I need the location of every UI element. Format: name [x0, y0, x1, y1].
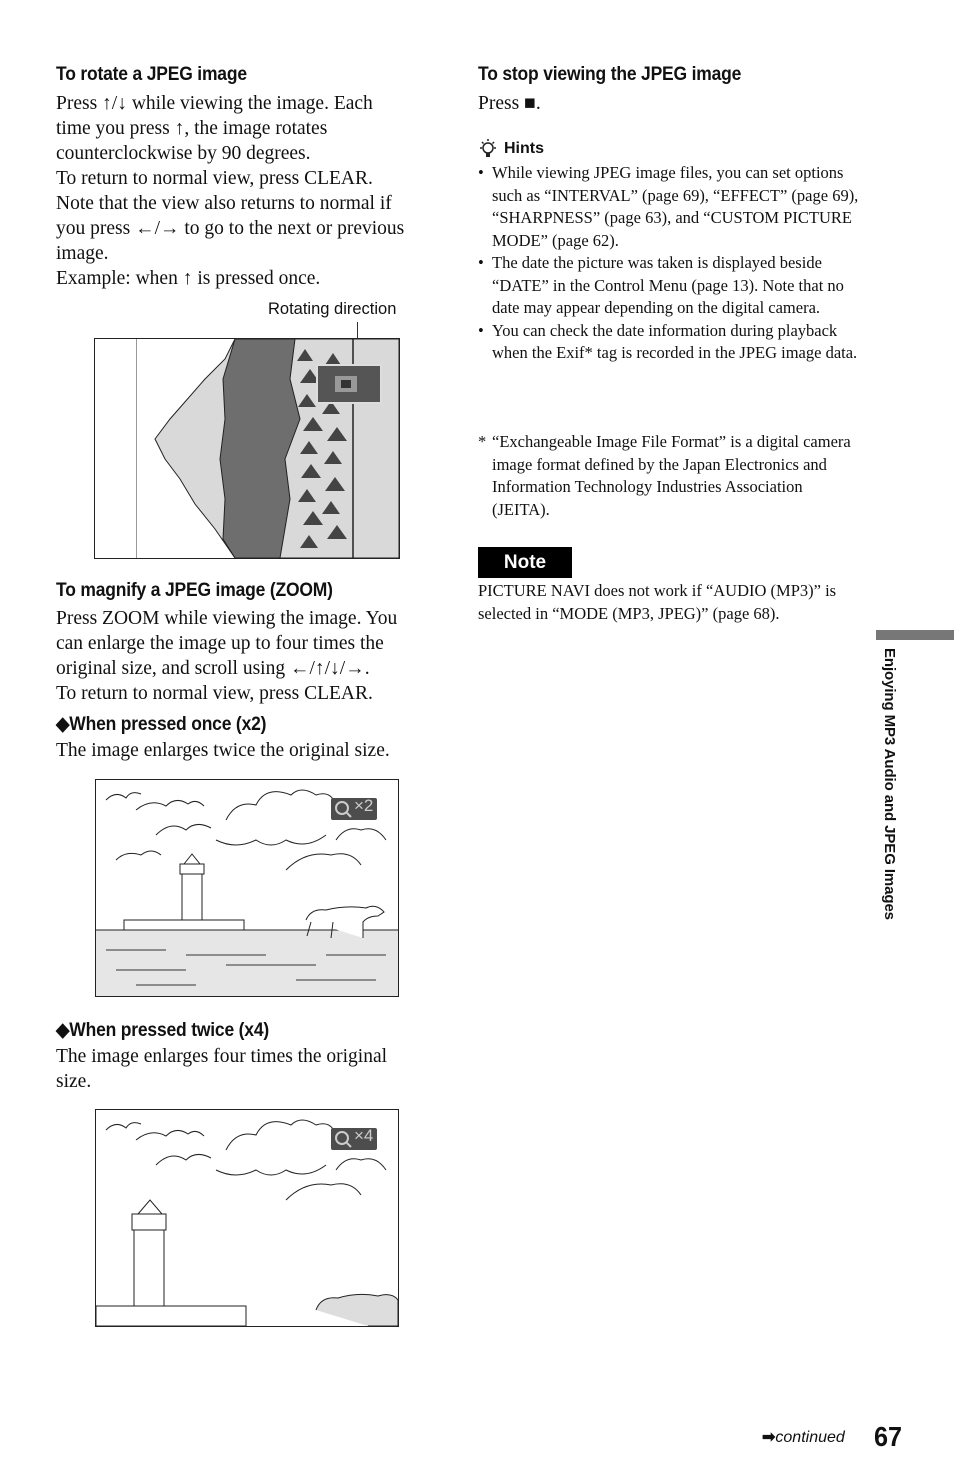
zoom-line: Press ZOOM while viewing the image. You: [56, 608, 398, 629]
hints-label: Hints: [504, 140, 544, 157]
rotate-line: To return to normal view, press CLEAR.: [56, 168, 373, 189]
stop-text: Press ■.: [478, 93, 541, 114]
hint-item: • The date the picture was taken is displayed beside “DATE” in the Control Menu (page 13). Note that no date may appear depending on the digital camera.: [478, 252, 863, 320]
sidebar-text: Enjoying MP3 Audio and JPEG Images: [881, 648, 898, 920]
rotated-image-figure: [94, 338, 400, 559]
zoom-heading: To magnify a JPEG image (ZOOM): [56, 580, 333, 601]
zoom-x2-figure: [95, 779, 399, 997]
sidebar-tab-bar: [876, 630, 954, 640]
zoom-x4-figure: [95, 1109, 399, 1327]
zoom-line: can enlarge the image up to four times the: [56, 633, 384, 654]
page-number: 67: [874, 1421, 903, 1452]
rotating-direction-callout: Rotating direction: [268, 300, 397, 318]
right-arrow-icon: ➡: [762, 1429, 776, 1446]
zoom-line: To return to normal view, press CLEAR.: [56, 683, 373, 704]
rotate-line: Press ↑/↓ while viewing the image. Each: [56, 93, 373, 114]
zoom-twice-line: The image enlarges four times the original: [56, 1046, 388, 1067]
stop-heading: To stop viewing the JPEG image: [478, 64, 742, 85]
hints-list: [478, 162, 863, 365]
zoom-paragraph: [56, 606, 446, 706]
rotate-line: Example: when ↑ is pressed once.: [56, 268, 321, 289]
rotate-line: you press ←/→ to go to the next or previous: [56, 218, 405, 239]
footnote-text: “Exchangeable Image File Format” is a digital camera image format defined by the Japan Electronics and Information Technology Industries Association (JEITA).: [492, 432, 851, 519]
continued-indicator: [762, 1427, 845, 1447]
lighthouse-illustration-x4: [96, 1110, 398, 1326]
zoom-once-text: The image enlarges twice the original size.: [56, 740, 390, 761]
note-text: PICTURE NAVI does not work if “AUDIO (MP3)” is selected in “MODE (MP3, JPEG)” (page 68).: [478, 581, 837, 623]
rotate-paragraph: [56, 91, 446, 291]
note-label: Note: [478, 547, 572, 578]
rotate-line: counterclockwise by 90 degrees.: [56, 143, 311, 164]
zoom-x2-badge: ×2: [354, 796, 374, 815]
rotate-line: Note that the view also returns to normal if: [56, 193, 392, 214]
rotate-line: image.: [56, 243, 109, 264]
sidebar-section-label: [878, 648, 900, 968]
zoom-twice-heading: ◆When pressed twice (x4): [56, 1020, 270, 1041]
zoom-line: original size, and scroll using ←/↑/↓/→.: [56, 658, 370, 679]
hint-item: • While viewing JPEG image files, you can set options such as “INTERVAL” (page 69), “EFFECT” (page 69), “SHARPNESS” (page 63), and “CUSTOM PICTURE MODE” (page 62).: [478, 162, 863, 252]
zoom-twice-text: [56, 1044, 446, 1094]
continued-text: continued: [775, 1429, 845, 1446]
rotate-heading: To rotate a JPEG image: [56, 64, 247, 85]
lighthouse-illustration-x2: [96, 780, 398, 996]
rotate-line: time you press ↑, the image rotates: [56, 118, 328, 139]
hints-header: [478, 138, 544, 160]
zoom-once-heading: ◆When pressed once (x2): [56, 714, 267, 735]
footnote-mark: *: [478, 432, 487, 451]
zoom-x4-badge: ×4: [354, 1126, 374, 1145]
rotated-mountain-illustration: [95, 339, 399, 558]
zoom-twice-line: size.: [56, 1071, 92, 1092]
hint-item: • You can check the date information during playback when the Exif* tag is recorded in the JPEG image data.: [478, 320, 863, 365]
lightbulb-icon: [478, 138, 500, 160]
footnote: [478, 431, 863, 521]
